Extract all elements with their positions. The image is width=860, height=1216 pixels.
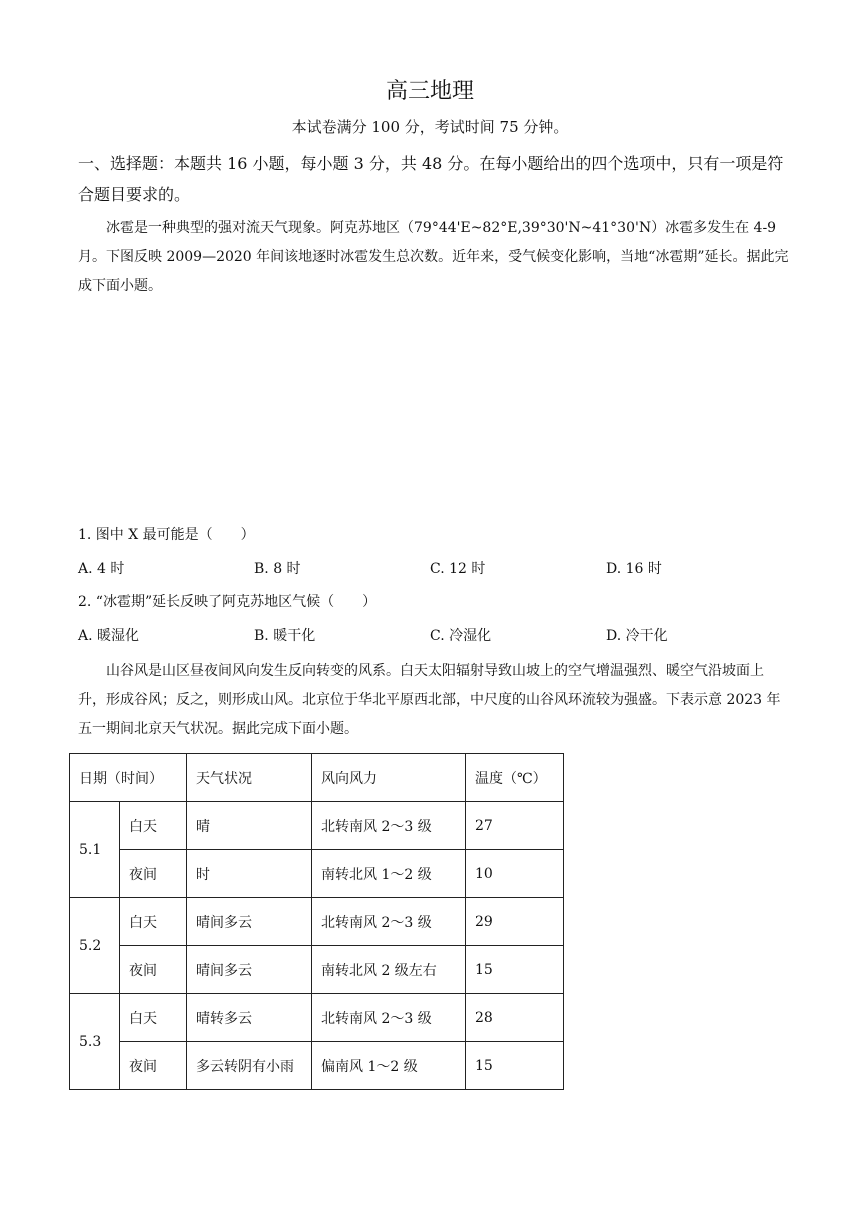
wind-cell: 南转北风 1～2 级 xyxy=(312,850,466,898)
question-2-stem: 2. “冰雹期”延长反映了阿克苏地区气候（ ） xyxy=(78,594,377,610)
table-row xyxy=(70,802,564,850)
temp-cell: 15 xyxy=(466,1042,564,1090)
wind-cell: 北转南风 2～3 级 xyxy=(312,802,466,850)
period-cell: 夜间 xyxy=(120,946,187,994)
header-weather: 天气状况 xyxy=(187,754,312,802)
figure-placeholder xyxy=(78,320,778,500)
date-cell: 5.1 xyxy=(70,802,120,898)
weather-cell: 多云转阴有小雨 xyxy=(187,1042,312,1090)
temp-cell: 27 xyxy=(466,802,564,850)
date-cell: 5.2 xyxy=(70,898,120,994)
question-2-option-c: C. 冷湿化 xyxy=(430,628,492,644)
question-2-option-b: B. 暖干化 xyxy=(254,628,316,644)
header-date: 日期（时间） xyxy=(70,754,187,802)
weather-cell: 晴转多云 xyxy=(187,994,312,1042)
question-1-option-d: D. 16 时 xyxy=(606,561,662,577)
wind-cell: 南转北风 2 级左右 xyxy=(312,946,466,994)
question-2-option-d: D. 冷干化 xyxy=(606,628,668,644)
passage-valley-wind: 山谷风是山区昼夜间风向发生反向转变的风系。白天太阳辐射导致山坡上的空气增温强烈、暖空气沿坡面上升，形成谷风；反之，则形成山风。北京位于华北平原西北部，中尺度的山谷风环流较为强盛。下表示意 2023 年五一期间北京天气状况。据此完成下面小题。 xyxy=(78,663,781,737)
table-row xyxy=(70,898,564,946)
section-heading: 一、选择题：本题共 16 小题，每小题 3 分，共 48 分。在每小题给出的四个选项中，只有一项是符合题目要求的。 xyxy=(78,154,784,204)
period-cell: 白天 xyxy=(120,802,187,850)
weather-cell: 晴间多云 xyxy=(187,946,312,994)
table-row xyxy=(70,946,564,994)
temp-cell: 28 xyxy=(466,994,564,1042)
weather-table xyxy=(69,753,564,1090)
temp-cell: 15 xyxy=(466,946,564,994)
period-cell: 夜间 xyxy=(120,1042,187,1090)
table-header-row xyxy=(70,754,564,802)
header-wind: 风向风力 xyxy=(312,754,466,802)
period-cell: 白天 xyxy=(120,898,187,946)
table-row xyxy=(70,850,564,898)
temp-cell: 10 xyxy=(466,850,564,898)
temp-cell: 29 xyxy=(466,898,564,946)
wind-cell: 偏南风 1～2 级 xyxy=(312,1042,466,1090)
wind-cell: 北转南风 2～3 级 xyxy=(312,994,466,1042)
question-1-stem: 1. 图中 X 最可能是（ ） xyxy=(78,527,255,543)
wind-cell: 北转南风 2～3 级 xyxy=(312,898,466,946)
date-cell: 5.3 xyxy=(70,994,120,1090)
question-1-option-c: C. 12 时 xyxy=(430,561,486,577)
table-row xyxy=(70,994,564,1042)
weather-cell: 晴 xyxy=(187,802,312,850)
period-cell: 白天 xyxy=(120,994,187,1042)
question-2-option-a: A. 暖湿化 xyxy=(78,628,140,644)
page-title: 高三地理 xyxy=(385,79,474,104)
question-1-option-a: A. 4 时 xyxy=(78,561,125,577)
passage-hail: 冰雹是一种典型的强对流天气现象。阿克苏地区（79°44'E~82°E,39°30'N~41°30'N）冰雹多发生在 4-9 月。下图反映 2009—2020 年间该地逐时冰雹发生总次数。近年来，受气候变化影响，当地“冰雹期”延长。据此完成下面小题。 xyxy=(78,220,789,294)
table-row xyxy=(70,1042,564,1090)
period-cell: 夜间 xyxy=(120,850,187,898)
exam-info: 本试卷满分 100 分，考试时间 75 分钟。 xyxy=(291,118,569,136)
question-1-option-b: B. 8 时 xyxy=(254,561,301,577)
weather-cell: 晴间多云 xyxy=(187,898,312,946)
header-temp: 温度（℃） xyxy=(466,754,564,802)
weather-cell: 时 xyxy=(187,850,312,898)
